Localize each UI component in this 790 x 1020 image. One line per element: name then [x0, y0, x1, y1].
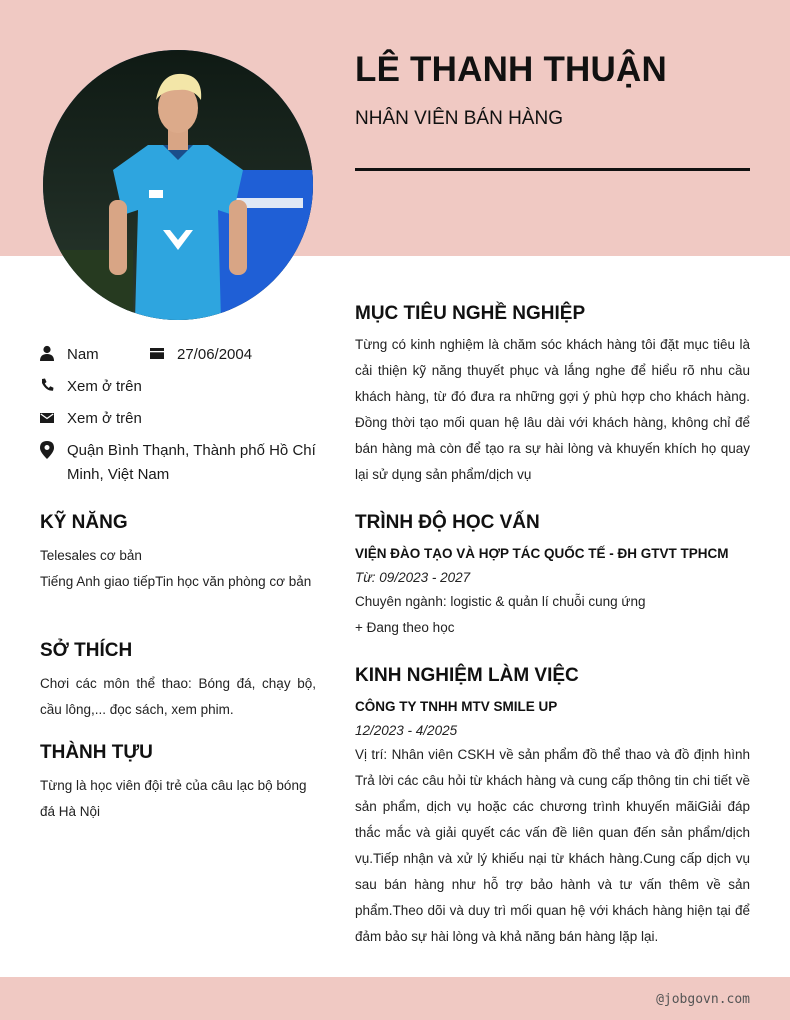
birthdate-row — [150, 343, 252, 367]
hobbies-text: Chơi các môn thể thao: Bóng đá, chạy bộ, cầu lông,... đọc sách, xem phim. — [40, 676, 316, 717]
footer-brand[interactable]: @jobgovn.com — [656, 992, 750, 1007]
location-icon — [40, 441, 54, 459]
objective-text: Từng có kinh nghiệm là chăm sóc khách hàng tôi đặt mục tiêu là cải thiện kỹ năng thuyết phục và lắng nghe để hiểu rõ nhu cầu khách hàng, từ đó đưa ra những gợi ý phù hợp cho khách hàng. Đồng thời tạo mối quan hệ lâu dài với khách hàng, không chỉ để bán hàng mà còn để tạo ra sự hài lòng và khuyến khích họ quay lại sử dụng sản phẩm/dịch vụ — [355, 337, 750, 482]
phone-row — [40, 375, 142, 399]
achievements-title: THÀNH TỰU — [40, 742, 153, 763]
birthdate-value: 27/06/2004 — [177, 346, 253, 363]
experience-period: 12/2023 - 4/2025 — [355, 723, 458, 738]
candidate-name: LÊ THANH THUẬN — [355, 50, 667, 89]
education-period: Từ: 09/2023 - 2027 — [355, 570, 471, 585]
education-major: Chuyên ngành: logistic & quản lí chuỗi cung ứng — [355, 594, 646, 609]
skill-item: Telesales cơ bản — [40, 548, 142, 563]
gender-value: Nam — [67, 346, 99, 363]
calendar-icon — [150, 345, 164, 361]
objective-title: MỤC TIÊU NGHỀ NGHIỆP — [355, 303, 586, 324]
hobbies-title: SỞ THÍCH — [40, 640, 133, 661]
skills-title: KỸ NĂNG — [40, 512, 128, 533]
experience-company: CÔNG TY TNHH MTV SMILE UP — [355, 699, 558, 714]
education-details — [355, 589, 750, 641]
phone-icon — [40, 377, 54, 393]
achievements-text: Từng là học viên đội trẻ của câu lạc bộ bóng đá Hà Nội — [40, 778, 307, 819]
email-value: Xem ở trên — [67, 410, 142, 427]
email-row — [40, 407, 142, 431]
job-title: NHÂN VIÊN BÁN HÀNG — [355, 108, 563, 129]
education-school: VIỆN ĐÀO TẠO VÀ HỢP TÁC QUỐC TẾ - ĐH GTVT TPHCM — [355, 546, 729, 561]
phone-value: Xem ở trên — [67, 378, 142, 395]
skill-item: Tiếng Anh giao tiếpTin học văn phòng cơ bản — [40, 574, 312, 589]
title-divider — [355, 168, 750, 171]
address-value: Quận Bình Thạnh, Thành phố Hồ Chí Minh, Việt Nam — [67, 442, 316, 483]
person-icon — [40, 345, 54, 361]
address-row — [40, 439, 316, 487]
avatar — [43, 50, 313, 320]
gender-row — [40, 343, 99, 367]
experience-description: Vị trí: Nhân viên CSKH về sản phẩm đồ thể thao và đồ định hình Trả lời các câu hỏi từ khách hàng và cung cấp thông tin chi tiết về sản phẩm, dịch vụ hoặc các chương trình khuyến mãiGiải đáp thắc mắc và giải quyết các vấn đề liên quan đến sản phẩm/dịch vụ.Tiếp nhận và xử lý khiếu nại từ khách hàng.Cung cấp dịch vụ sau bán hàng như hỗ trợ bảo hành và tư vấn thêm về sản phẩm.Theo dõi và duy trì mối quan hệ với khách hàng hiện tại để đảm bảo sự hài lòng và khả năng bán hàng lặp lại. — [355, 747, 750, 944]
mail-icon — [40, 409, 54, 425]
experience-title: KINH NGHIỆM LÀM VIỆC — [355, 665, 579, 686]
skills-list — [40, 543, 316, 595]
avatar-photo — [43, 50, 313, 320]
education-status: + Đang theo học — [355, 620, 455, 635]
education-title: TRÌNH ĐỘ HỌC VẤN — [355, 512, 540, 533]
